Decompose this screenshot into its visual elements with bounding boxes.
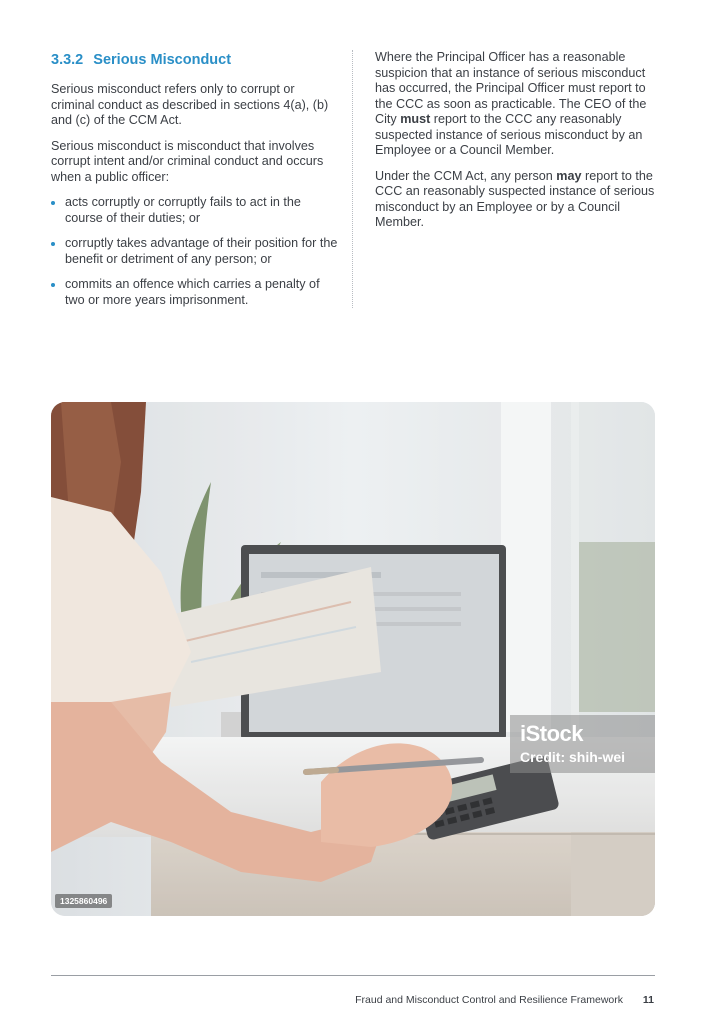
stock-image-id: 1325860496 [55, 894, 112, 908]
list-item: acts corruptly or corruptly fails to act in the course of their duties; or [51, 195, 339, 226]
footer-document-title: Fraud and Misconduct Control and Resilience Framework [355, 994, 623, 1006]
paragraph-intent: Serious misconduct is misconduct that involves corrupt intent and/or criminal conduct and occurs when a public officer: [51, 138, 324, 184]
section-title: Serious Misconduct [93, 52, 232, 68]
paragraph-any-person: Under the CCM Act, any person may report to the CCC an reasonably suspected instance of serious misconduct by an Employee or by a Council Member. [375, 168, 655, 229]
column-divider [352, 50, 353, 308]
photo-illustration [51, 402, 655, 916]
section-number: 3.3.2 [51, 52, 84, 68]
bullet-dot-icon [51, 242, 55, 246]
footer-rule [51, 975, 655, 976]
section-heading [51, 50, 339, 70]
bullet-dot-icon [51, 201, 55, 205]
istock-credit: Credit: shih-wei [520, 749, 626, 765]
list-item: corruptly takes advantage of their position for the benefit or detriment of any person; or [51, 236, 339, 267]
istock-brand: iStock [520, 721, 584, 746]
istock-watermark [510, 715, 655, 773]
paragraph-principal-officer: Where the Principal Officer has a reasonable suspicion that an instance of serious misconduct has occurred, the Principal Officer must report to the CCC as soon as practicable. The CEO of the City must report to the CCC any reasonably suspected instance of serious misconduct by an Employee or a Council Member. [375, 50, 647, 157]
left-column [51, 50, 339, 318]
stock-photo [51, 402, 655, 916]
page-number: 11 [642, 994, 654, 1006]
right-column [375, 50, 657, 241]
bullet-list [51, 195, 339, 308]
bullet-dot-icon [51, 283, 55, 287]
paragraph-definition: Serious misconduct refers only to corrupt or criminal conduct as described in sections 4(a), (b) and (c) of the CCM Act. [51, 82, 329, 127]
list-item: commits an offence which carries a penalty of two or more years imprisonment. [51, 277, 339, 308]
